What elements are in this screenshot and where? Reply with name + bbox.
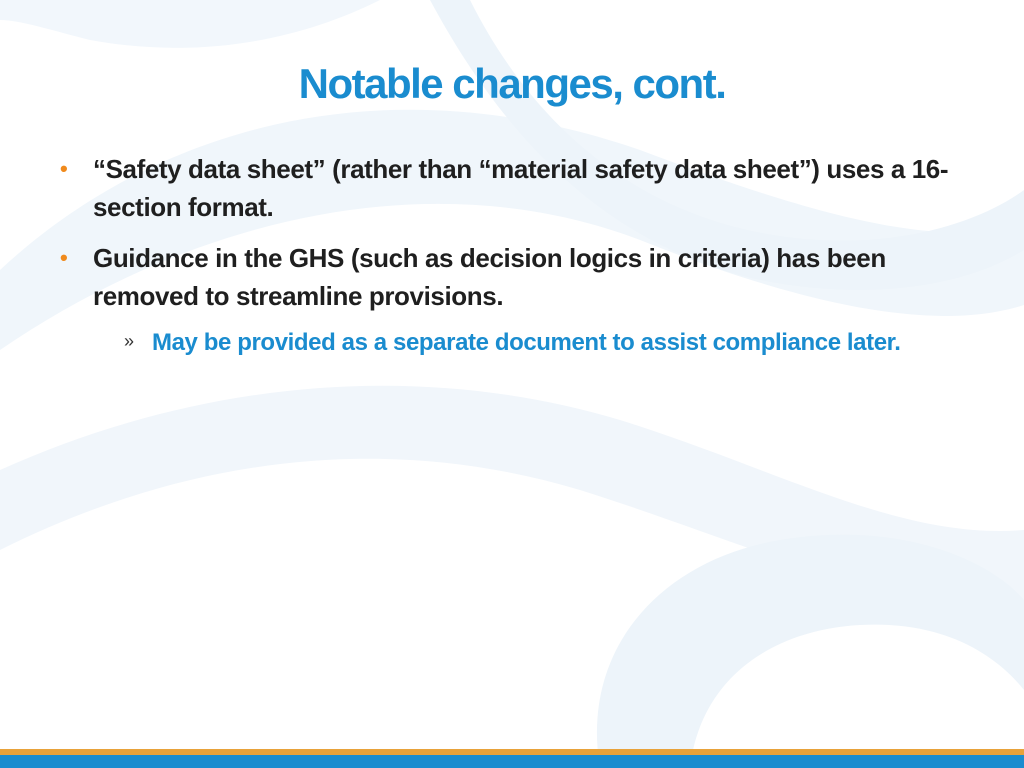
bullet-dot-icon: •: [60, 245, 68, 270]
bullet-text: Guidance in the GHS (such as decision logics in criteria) has been removed to streamline provisions.: [93, 243, 886, 311]
bullet-text: “Safety data sheet” (rather than “material safety data sheet”) uses a 16-section format.: [93, 154, 949, 222]
subbullet-text: May be provided as a separate document to assist compliance later.: [152, 329, 901, 356]
swirl-top-left: [0, 0, 380, 48]
bullet-list: [60, 150, 970, 359]
slide-title: Notable changes, cont.: [298, 60, 726, 107]
footer-stripe-blue: [0, 755, 1024, 768]
bullet-item-safety-data-sheet: [60, 150, 970, 226]
chevron-double-right-icon: »: [124, 331, 134, 351]
subbullet-item-separate-document: [124, 326, 970, 359]
bullet-item-guidance: [60, 239, 970, 315]
bullet-dot-icon: •: [60, 156, 68, 181]
